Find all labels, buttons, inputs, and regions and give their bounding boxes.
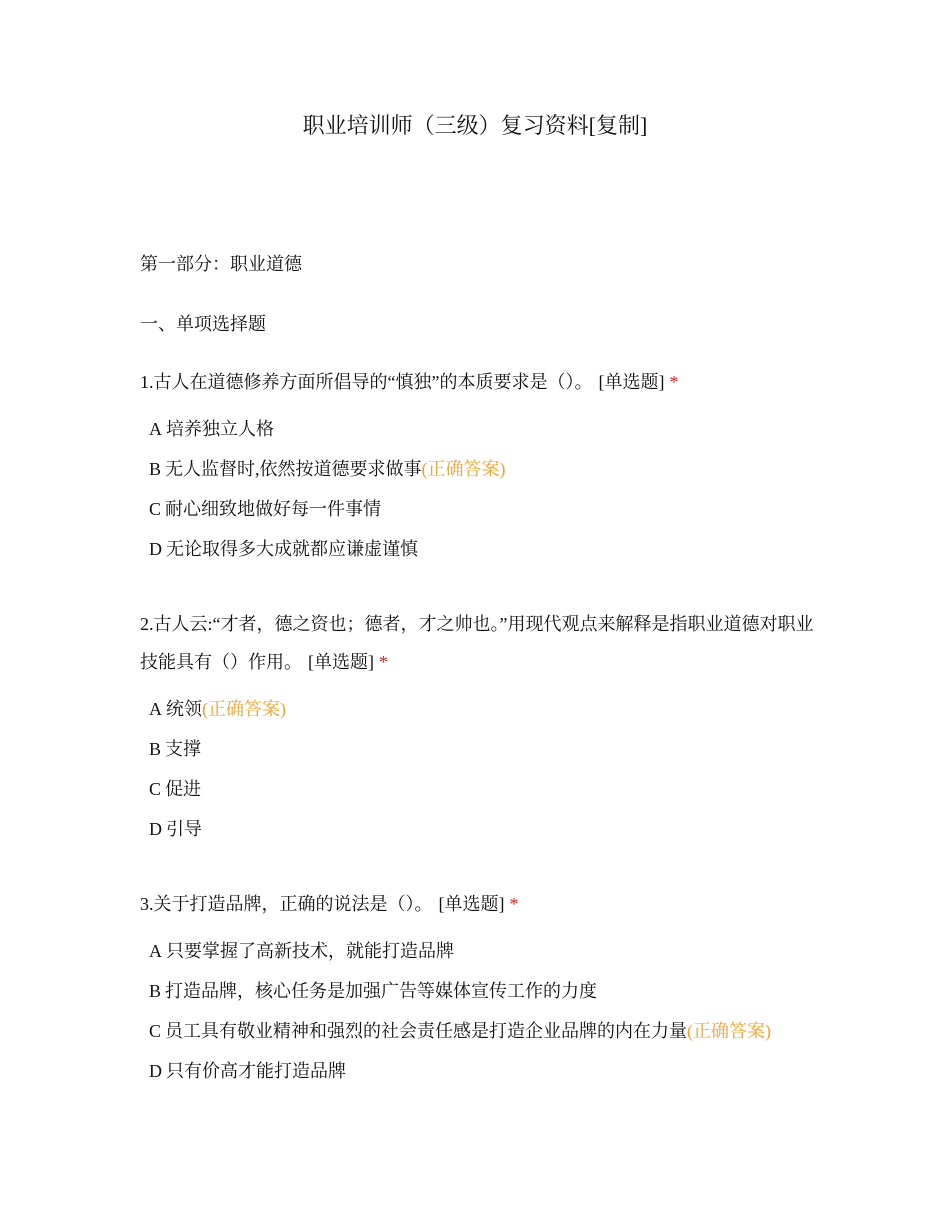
option-letter: D — [149, 819, 162, 839]
option-text: 只要掌握了高新技术，就能打造品牌 — [166, 941, 454, 961]
option-letter: A — [149, 699, 162, 719]
question-text: 1.古人在道德修养方面所倡导的“慎独”的本质要求是（）。 — [140, 372, 593, 392]
page-title: 职业培训师（三级）复习资料[复制] — [302, 113, 648, 138]
required-mark: * — [379, 652, 388, 672]
option-q2-d — [149, 817, 202, 841]
option-letter: B — [149, 739, 162, 759]
option-letter: B — [149, 459, 162, 479]
option-q1-c — [149, 497, 381, 521]
required-mark: * — [509, 894, 519, 914]
correct-answer-label: (正确答案) — [202, 699, 286, 719]
option-text: 引导 — [166, 819, 202, 839]
option-q3-d — [149, 1059, 346, 1083]
option-q3-c — [149, 1019, 771, 1043]
option-q1-d — [149, 537, 418, 561]
option-text: 无人监督时,依然按道德要求做事 — [165, 459, 422, 479]
option-text: 耐心细致地做好每一件事情 — [165, 499, 382, 519]
option-text: 支撑 — [165, 739, 202, 759]
required-mark: * — [669, 372, 679, 392]
correct-answer-label: (正确答案) — [421, 459, 506, 479]
option-q2-a — [149, 697, 286, 721]
option-text: 只有价高才能打造品牌 — [166, 1061, 346, 1081]
option-letter: D — [149, 1061, 162, 1081]
option-letter: C — [149, 499, 162, 519]
option-text: 打造品牌，核心任务是加强广告等媒体宣传工作的力度 — [165, 981, 598, 1001]
option-q3-b — [149, 979, 597, 1003]
option-text: 统领 — [166, 699, 202, 719]
option-q2-b — [149, 737, 201, 761]
option-q1-b — [149, 457, 506, 481]
option-q1-a — [149, 417, 274, 441]
question-2 — [140, 605, 820, 681]
question-1 — [140, 363, 820, 401]
part-heading: 第一部分：职业道德 — [140, 254, 302, 274]
question-type-tag: [单选题] — [438, 894, 505, 914]
option-q3-a — [149, 939, 454, 963]
option-letter: C — [149, 1021, 162, 1041]
section-heading: 一、单项选择题 — [140, 314, 266, 334]
question-type-tag: [单选题] — [598, 372, 665, 392]
question-text: 3.关于打造品牌，正确的说法是（）。 — [140, 894, 433, 914]
question-type-tag: [单选题] — [308, 652, 374, 672]
option-letter: B — [149, 981, 162, 1001]
option-text: 员工具有敬业精神和强烈的社会责任感是打造企业品牌的内在力量 — [165, 1021, 688, 1041]
option-letter: D — [149, 539, 162, 559]
correct-answer-label: (正确答案) — [687, 1021, 772, 1041]
option-text: 培养独立人格 — [166, 419, 274, 439]
option-letter: A — [149, 419, 162, 439]
option-letter: C — [149, 779, 162, 799]
question-3 — [140, 885, 820, 923]
option-letter: A — [149, 941, 162, 961]
option-text: 无论取得多大成就都应谦虚谨慎 — [166, 539, 418, 559]
option-q2-c — [149, 777, 201, 801]
option-text: 促进 — [165, 779, 202, 799]
question-text: 2.古人云:“才者，德之资也；德者，才之帅也。”用现代观点来解释是指职业道德对职业技能具有（）作用。 — [140, 614, 814, 672]
